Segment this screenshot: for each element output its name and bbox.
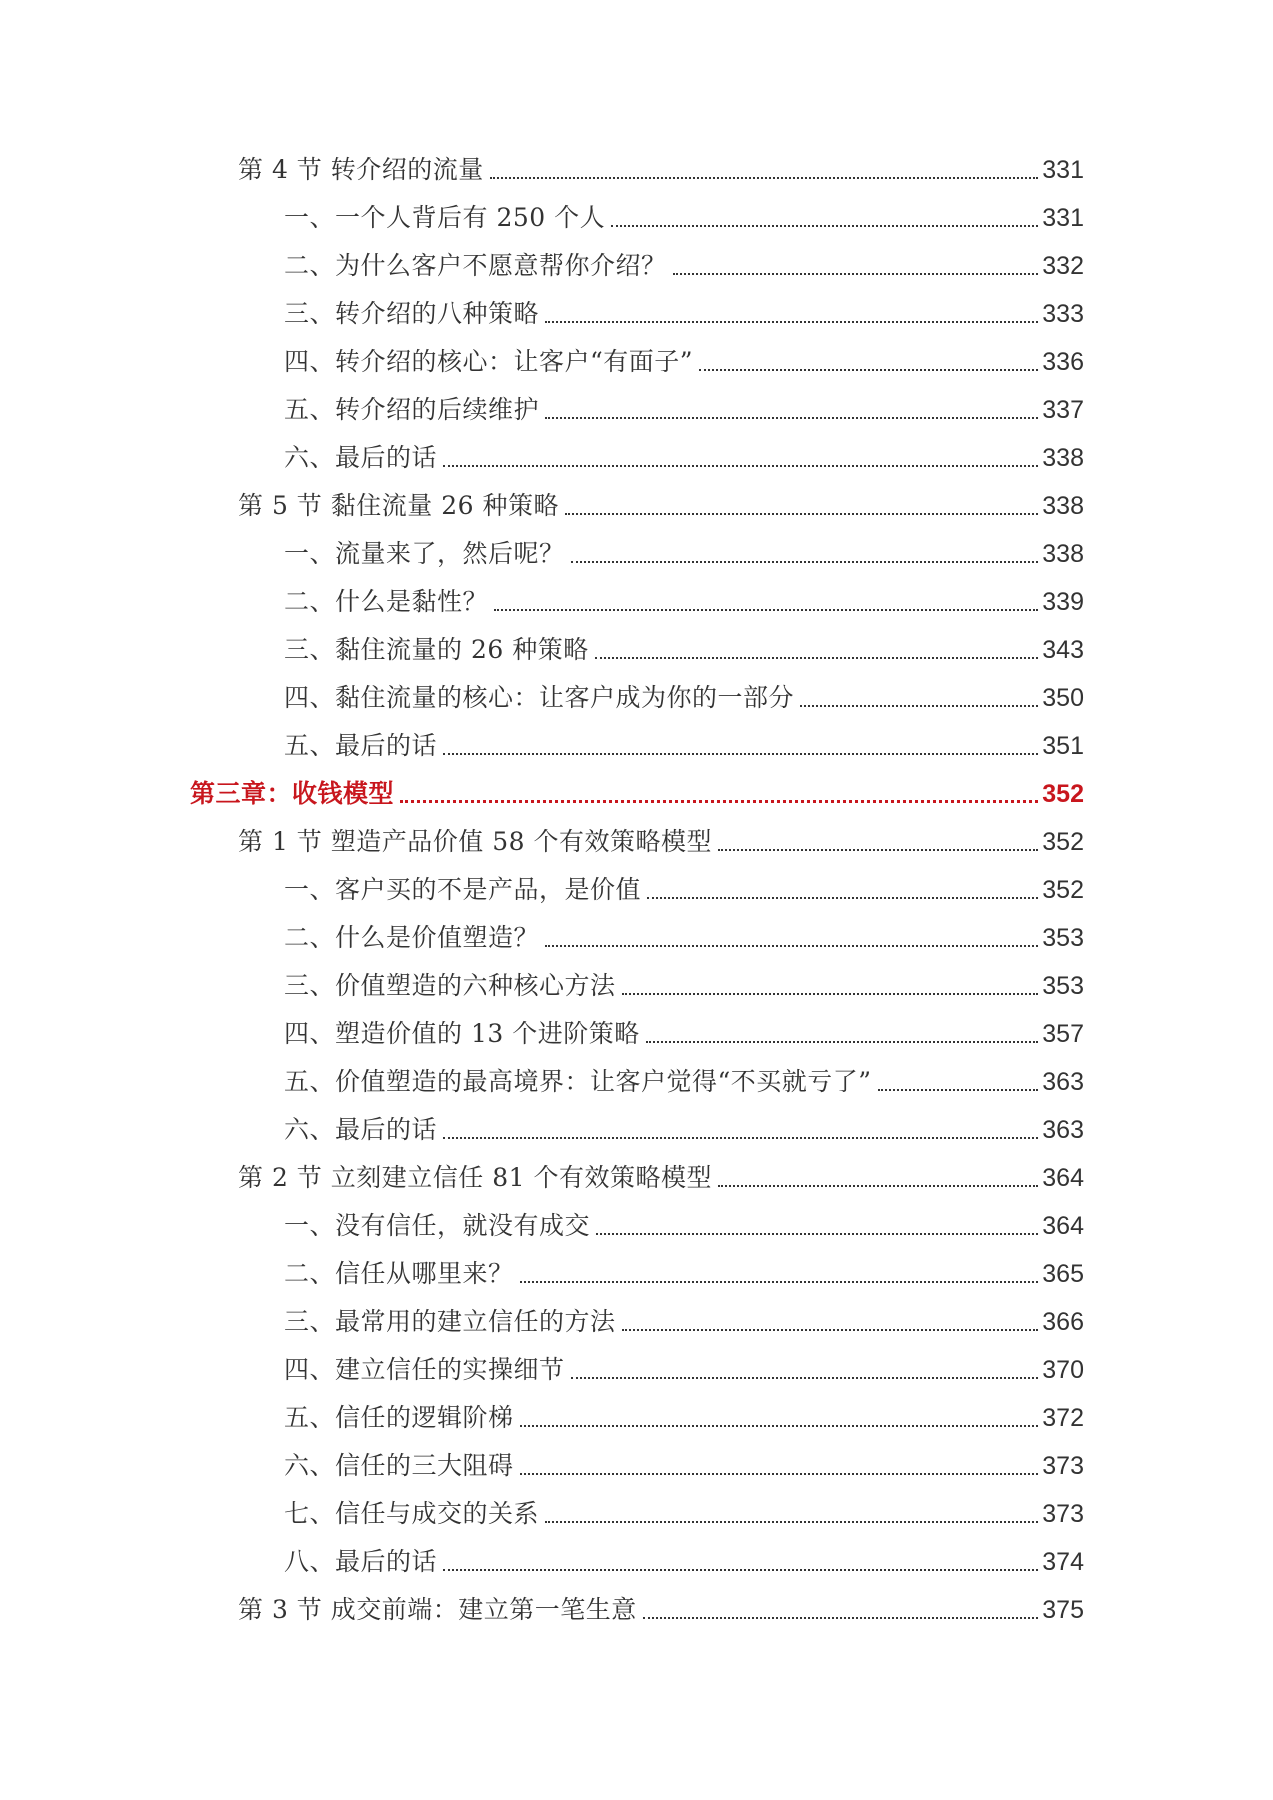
toc-dot-leader [443, 1136, 1038, 1139]
toc-entry-title: 三、价值塑造的六种核心方法 [284, 971, 616, 1000]
toc-page-number: 375 [1042, 1596, 1084, 1624]
toc-subsection-entry[interactable] [284, 1014, 1084, 1058]
toc-entry-title: 五、信任的逻辑阶梯 [284, 1403, 514, 1432]
toc-page-number: 353 [1042, 972, 1084, 1000]
toc-page-number: 338 [1042, 444, 1084, 472]
toc-dot-leader [520, 1472, 1039, 1475]
toc-subsection-entry[interactable] [284, 198, 1084, 242]
toc-dot-leader [718, 1184, 1038, 1187]
toc-entry-title: 一、流量来了，然后呢？ [284, 539, 565, 568]
toc-dot-leader [545, 416, 1038, 419]
toc-page-number: 343 [1042, 636, 1084, 664]
toc-entry-title: 三、最常用的建立信任的方法 [284, 1307, 616, 1336]
toc-subsection-entry[interactable] [284, 630, 1084, 674]
toc-page-number: 339 [1042, 588, 1084, 616]
toc-subsection-entry[interactable] [284, 582, 1084, 626]
toc-page-number: 336 [1042, 348, 1084, 376]
toc-page-number: 353 [1042, 924, 1084, 952]
toc-page-number: 370 [1042, 1356, 1084, 1384]
toc-subsection-entry[interactable] [284, 1254, 1084, 1298]
toc-entry-title: 五、最后的话 [284, 731, 438, 760]
toc-subsection-entry[interactable] [284, 1542, 1084, 1586]
toc-subsection-entry[interactable] [284, 1494, 1084, 1538]
toc-dot-leader [622, 1328, 1039, 1331]
toc-subsection-entry[interactable] [284, 1206, 1084, 1250]
toc-dot-leader [494, 608, 1038, 611]
toc-page-number: 331 [1042, 204, 1084, 232]
toc-dot-leader [443, 752, 1038, 755]
toc-chapter-entry[interactable] [190, 774, 1084, 818]
toc-subsection-entry[interactable] [284, 1446, 1084, 1490]
toc-dot-leader [699, 368, 1038, 371]
toc-page-number: 364 [1042, 1212, 1084, 1240]
toc-page-number: 331 [1042, 156, 1084, 184]
toc-page-number: 363 [1042, 1068, 1084, 1096]
toc-page-number: 374 [1042, 1548, 1084, 1576]
toc-page-number: 373 [1042, 1500, 1084, 1528]
toc-entry-title: 二、信任从哪里来？ [284, 1259, 514, 1288]
toc-dot-leader [878, 1088, 1039, 1091]
toc-entry-title: 三、黏住流量的 26 种策略 [284, 635, 589, 664]
toc-entry-title: 四、转介绍的核心：让客户“有面子” [284, 347, 694, 376]
toc-dot-leader [646, 1040, 1039, 1043]
toc-dot-leader [718, 848, 1038, 851]
toc-subsection-entry[interactable] [284, 1110, 1084, 1154]
toc-subsection-entry[interactable] [284, 246, 1084, 290]
toc-entry-title: 八、最后的话 [284, 1547, 438, 1576]
toc-entry-title: 六、最后的话 [284, 443, 438, 472]
toc-entry-title: 四、黏住流量的核心：让客户成为你的一部分 [284, 683, 795, 712]
toc-entry-title: 七、信任与成交的关系 [284, 1499, 540, 1528]
toc-page-number: 333 [1042, 300, 1084, 328]
toc-subsection-entry[interactable] [284, 1302, 1084, 1346]
toc-subsection-entry[interactable] [284, 1062, 1084, 1106]
toc-dot-leader [565, 512, 1038, 515]
toc-dot-leader [571, 1376, 1039, 1379]
toc-page-number: 350 [1042, 684, 1084, 712]
toc-subsection-entry[interactable] [284, 390, 1084, 434]
toc-dot-leader [611, 224, 1038, 227]
toc-dot-leader [643, 1616, 1039, 1619]
toc-page-number: 351 [1042, 732, 1084, 760]
toc-entry-title: 五、价值塑造的最高境界：让客户觉得“不买就亏了” [284, 1067, 872, 1096]
toc-dot-leader [800, 704, 1038, 707]
toc-entry-title: 第 5 节 黏住流量 26 种策略 [238, 491, 559, 520]
toc-page-number: 363 [1042, 1116, 1084, 1144]
toc-subsection-entry[interactable] [284, 918, 1084, 962]
toc-page-number: 332 [1042, 252, 1084, 280]
toc-section-entry[interactable] [238, 150, 1084, 194]
toc-page-number: 352 [1042, 876, 1084, 904]
toc-entry-title: 第 2 节 立刻建立信任 81 个有效策略模型 [238, 1163, 712, 1192]
toc-subsection-entry[interactable] [284, 1398, 1084, 1442]
toc-dot-leader [545, 944, 1038, 947]
toc-page-number: 365 [1042, 1260, 1084, 1288]
toc-section-entry[interactable] [238, 486, 1084, 530]
toc-page-number: 373 [1042, 1452, 1084, 1480]
toc-subsection-entry[interactable] [284, 534, 1084, 578]
toc-section-entry[interactable] [238, 1590, 1084, 1634]
toc-entry-title: 四、建立信任的实操细节 [284, 1355, 565, 1384]
toc-dot-leader [520, 1424, 1039, 1427]
toc-dot-leader [490, 176, 1039, 179]
toc-dot-leader [400, 799, 1038, 803]
toc-dot-leader [571, 560, 1039, 563]
toc-subsection-entry[interactable] [284, 1350, 1084, 1394]
toc-page-number: 337 [1042, 396, 1084, 424]
toc-dot-leader [673, 272, 1039, 275]
toc-entry-title: 四、塑造价值的 13 个进阶策略 [284, 1019, 640, 1048]
toc-entry-title: 二、什么是黏性？ [284, 587, 489, 616]
toc-subsection-entry[interactable] [284, 294, 1084, 338]
toc-entry-title: 第 4 节 转介绍的流量 [238, 155, 484, 184]
toc-subsection-entry[interactable] [284, 342, 1084, 386]
toc-entry-title: 一、客户买的不是产品，是价值 [284, 875, 642, 904]
toc-dot-leader [595, 656, 1039, 659]
toc-dot-leader [545, 320, 1038, 323]
toc-section-entry[interactable] [238, 822, 1084, 866]
toc-dot-leader [545, 1520, 1038, 1523]
toc-page-number: 357 [1042, 1020, 1084, 1048]
toc-entry-title: 第 1 节 塑造产品价值 58 个有效策略模型 [238, 827, 712, 856]
toc-entry-title: 二、什么是价值塑造？ [284, 923, 540, 952]
toc-page-number: 366 [1042, 1308, 1084, 1336]
toc-page-number: 364 [1042, 1164, 1084, 1192]
toc-dot-leader [647, 896, 1038, 899]
toc-section-entry[interactable] [238, 1158, 1084, 1202]
toc-entry-title: 一、一个人背后有 250 个人 [284, 203, 606, 232]
toc-dot-leader [596, 1232, 1038, 1235]
toc-page-number: 352 [1042, 780, 1084, 808]
toc-subsection-entry[interactable] [284, 726, 1084, 770]
toc-dot-leader [520, 1280, 1039, 1283]
toc-subsection-entry[interactable] [284, 678, 1084, 722]
toc-entry-title: 第 3 节 成交前端：建立第一笔生意 [238, 1595, 637, 1624]
toc-entry-title: 二、为什么客户不愿意帮你介绍？ [284, 251, 667, 280]
toc-subsection-entry[interactable] [284, 870, 1084, 914]
toc-entry-title: 三、转介绍的八种策略 [284, 299, 540, 328]
toc-page-number: 352 [1042, 828, 1084, 856]
toc-page-number: 338 [1042, 492, 1084, 520]
toc-entry-title: 一、没有信任，就没有成交 [284, 1211, 591, 1240]
toc-entry-title: 六、信任的三大阻碍 [284, 1451, 514, 1480]
toc-entry-title: 五、转介绍的后续维护 [284, 395, 540, 424]
toc-subsection-entry[interactable] [284, 966, 1084, 1010]
toc-entry-title: 六、最后的话 [284, 1115, 438, 1144]
toc-dot-leader [443, 464, 1038, 467]
toc-subsection-entry[interactable] [284, 438, 1084, 482]
toc-dot-leader [622, 992, 1039, 995]
toc-page-number: 338 [1042, 540, 1084, 568]
toc-page-number: 372 [1042, 1404, 1084, 1432]
toc-entry-title: 第三章：收钱模型 [190, 779, 395, 808]
toc-dot-leader [443, 1568, 1038, 1571]
